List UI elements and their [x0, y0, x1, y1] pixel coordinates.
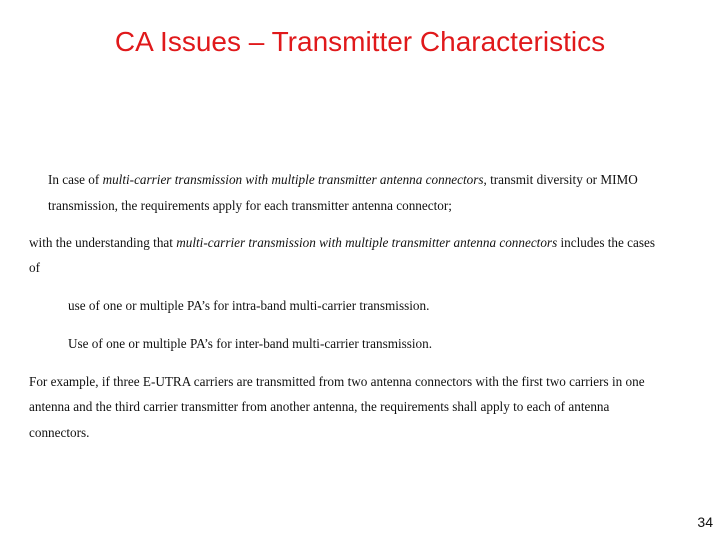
paragraph-3-line-1: For example, if three E-UTRA carriers are transmitted from two antenna connectors with the first two carriers in one	[29, 374, 645, 389]
paragraph-3-line-3: connectors.	[29, 425, 90, 440]
page-number: 34	[697, 514, 713, 530]
emphasis-text: multi-carrier transmission with multiple transmitter antenna connectors	[102, 172, 484, 187]
text-segment: In case of	[48, 172, 103, 187]
sub-item-intra-band: use of one or multiple PA’s for intra-band multi-carrier transmission.	[68, 298, 430, 313]
paragraph-3-line-2: antenna and the third carrier transmitter from another antenna, the requirements shall apply to each of antenna	[29, 399, 610, 414]
sub-item-inter-band: Use of one or multiple PA’s for inter-band multi-carrier transmission.	[68, 336, 433, 351]
text-segment: includes the cases	[557, 235, 655, 250]
paragraph-1-line-2: transmission, the requirements apply for each transmitter antenna connector;	[48, 198, 452, 213]
text-segment: , transmit diversity or MIMO	[483, 172, 638, 187]
text-segment: with the understanding that	[29, 235, 177, 250]
paragraph-2-line-2: of	[29, 260, 40, 275]
paragraph-1-line-1	[48, 172, 638, 188]
slide-title: CA Issues – Transmitter Characteristics	[114, 26, 606, 57]
paragraph-2-line-1	[29, 235, 655, 251]
emphasis-text: multi-carrier transmission with multiple transmitter antenna connectors	[176, 235, 558, 250]
